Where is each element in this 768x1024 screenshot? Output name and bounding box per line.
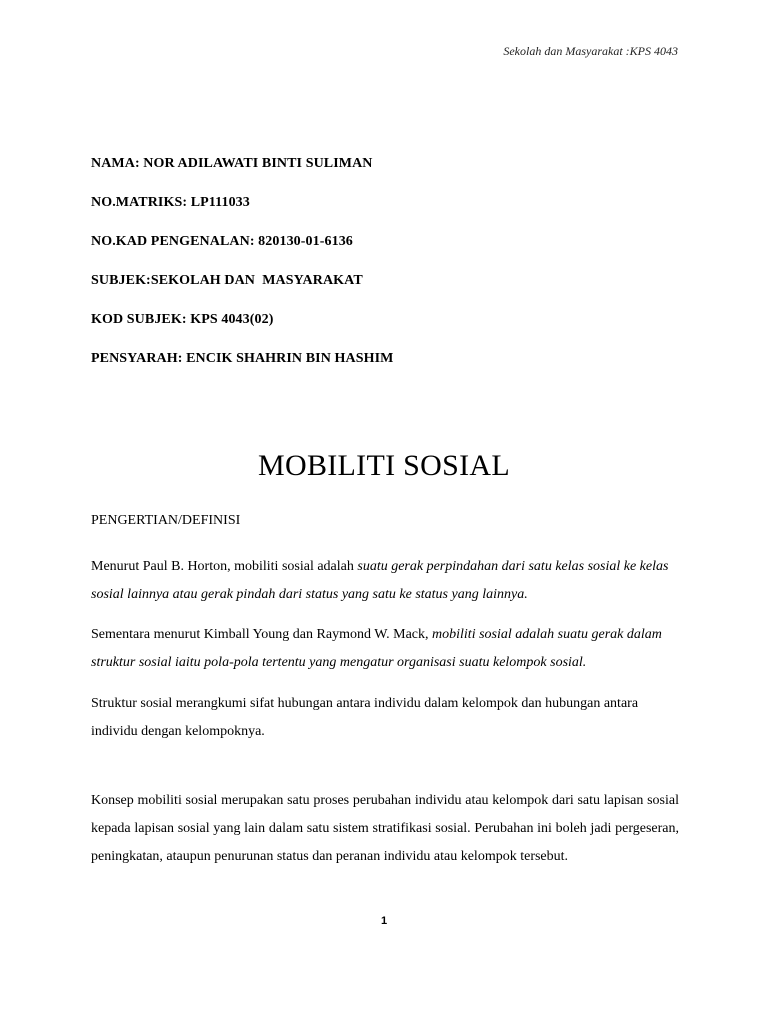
lecturer-name: PENSYARAH: ENCIK SHAHRIN BIN HASHIM — [91, 351, 394, 366]
paragraph-quote: mobiliti sosial adalah suatu gerak dalam struktur sosial iaitu pola-pola tertentu yang mengatur organisasi suatu kelompok sosial. — [91, 627, 662, 670]
page-number: 1 — [380, 915, 388, 927]
paragraph-text: Menurut Paul B. Horton, mobiliti sosial adalah — [91, 559, 358, 574]
running-header: Sekolah dan Masyarakat :KPS 4043 — [503, 44, 678, 58]
paragraph-quote: suatu gerak perpindahan dari satu kelas sosial ke kelas sosial lainnya atau gerak pindah dari status yang satu ke status yang lainnya. — [91, 559, 669, 602]
paragraph-social-structure: Struktur sosial merangkumi sifat hubungan antara individu dalam kelompok dan hubungan antara individu dengan kelompoknya. — [91, 696, 639, 739]
paragraph-text: Sementara menurut Kimball Young dan Raymond W. Mack, — [91, 627, 433, 642]
document-title: MOBILITI SOSIAL — [258, 449, 510, 482]
matric-number: NO.MATRIKS: LP111033 — [91, 195, 250, 210]
student-name: NAMA: NOR ADILAWATI BINTI SULIMAN — [91, 156, 373, 171]
paragraph-young-mack-definition — [91, 621, 679, 677]
student-info-block — [91, 155, 393, 389]
paragraph-horton-definition — [91, 553, 679, 609]
paragraph-mobility-concept: Konsep mobiliti sosial merupakan satu proses perubahan individu atau kelompok dari satu lapisan sosial kepada lapisan sosial yang lain dalam satu sistem stratifikasi sosial. Perubahan ini boleh jadi pergeseran, peningkatan, ataupun penurunan status dan peranan individu atau kelompok tersebut. — [91, 793, 679, 864]
subject-code: KOD SUBJEK: KPS 4043(02) — [91, 312, 274, 327]
ic-number: NO.KAD PENGENALAN: 820130-01-6136 — [91, 234, 353, 249]
section-heading: PENGERTIAN/DEFINISI — [91, 513, 241, 528]
subject-name: SUBJEK:SEKOLAH DAN MASYARAKAT — [91, 273, 363, 288]
